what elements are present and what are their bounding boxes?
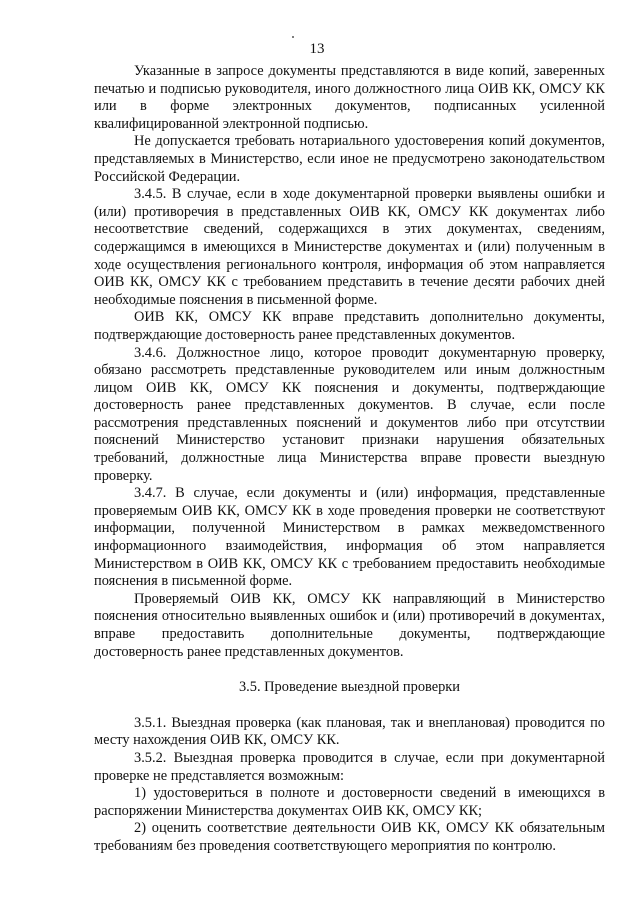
paragraph-3-5-2: 3.5.2. Выездная проверка проводится в случае, если при документарной проверке не представляется возможным: — [94, 749, 605, 784]
paragraph-3-4-7: 3.4.7. В случае, если документы и (или) информация, представленные проверяемым ОИВ КК, ОМСУ КК в ходе проведения проверки не соответствуют информации, полученной Министерством в рамках межведомственного информационного взаимодействия, информация об этом направляется Министерством в ОИВ КК, ОМСУ КК с требованием предоставить необходимые пояснения в письменной форме. — [94, 485, 605, 590]
paragraph-notary-prohibition: Не допускается требовать нотариального удостоверения копий документов, представляемых в Министерство, если иное не предусмотрено законодательством Российской Федерации. — [94, 133, 605, 185]
document-body — [94, 63, 605, 856]
paragraph-3-5-1: 3.5.1. Выездная проверка (как плановая, так и внеплановая) проводится по месту нахождения ОИВ КК, ОМСУ КК. — [94, 714, 605, 749]
section-heading: 3.5. Проведение выездной проверки — [238, 679, 461, 696]
paragraph-3-4-6: 3.4.6. Должностное лицо, которое проводит документарную проверку, обязано рассмотреть представленные руководителем или иным должностным лицом ОИВ КК, ОМСУ КК пояснения и документы, подтверждающие достоверность ранее представленных документов. В случае, если после рассмотрения представленных пояснений и документов либо при отсутствии пояснений Министерство установит признаки нарушения обязательных требований, должностные лица Министерства вправе провести выездную проверку. — [94, 344, 605, 484]
scan-speck — [292, 36, 294, 38]
paragraph-additional-documents: ОИВ КК, ОМСУ КК вправе представить дополнительно документы, подтверждающие достоверность ранее представленных документов. — [94, 309, 605, 343]
paragraph-3-4-5: 3.4.5. В случае, если в ходе документарной проверки выявлены ошибки и (или) противоречия в представленных ОИВ КК, ОМСУ КК документах либо несоответствие сведений, содержащихся в этих документах, сведениям, содержащимся в имеющихся в Министерстве документах и (или) полученным в ходе осуществления регионального контроля, информация об этом направляется ОИВ КК, ОМСУ КК с требованием представить в течение десяти рабочих дней необходимые пояснения в письменной форме. — [94, 186, 605, 308]
list-item-2: 2) оценить соответствие деятельности ОИВ КК, ОМСУ КК обязательным требованиям без проведения соответствующего мероприятия по контролю. — [94, 820, 605, 854]
paragraph-explanations: Проверяемый ОИВ КК, ОМСУ КК направляющий в Министерство пояснения относительно выявленных ошибок и (или) противоречий в документах, вправе предоставить дополнительные документы, подтверждающие достоверность ранее представленных документов. — [94, 590, 605, 660]
paragraph-copies-format: Указанные в запросе документы представляются в виде копий, заверенных печатью и подписью руководителя, иного должностного лица ОИВ КК, ОМСУ КК или в форме электронных документов, подписанных усиленной квалифицированной электронной подписью. — [94, 63, 605, 132]
page-number: 13 — [309, 41, 325, 57]
list-item-1: 1) удостовериться в полноте и достоверности сведений в имеющихся в распоряжении Министерства документах ОИВ КК, ОМСУ КК; — [94, 785, 605, 819]
